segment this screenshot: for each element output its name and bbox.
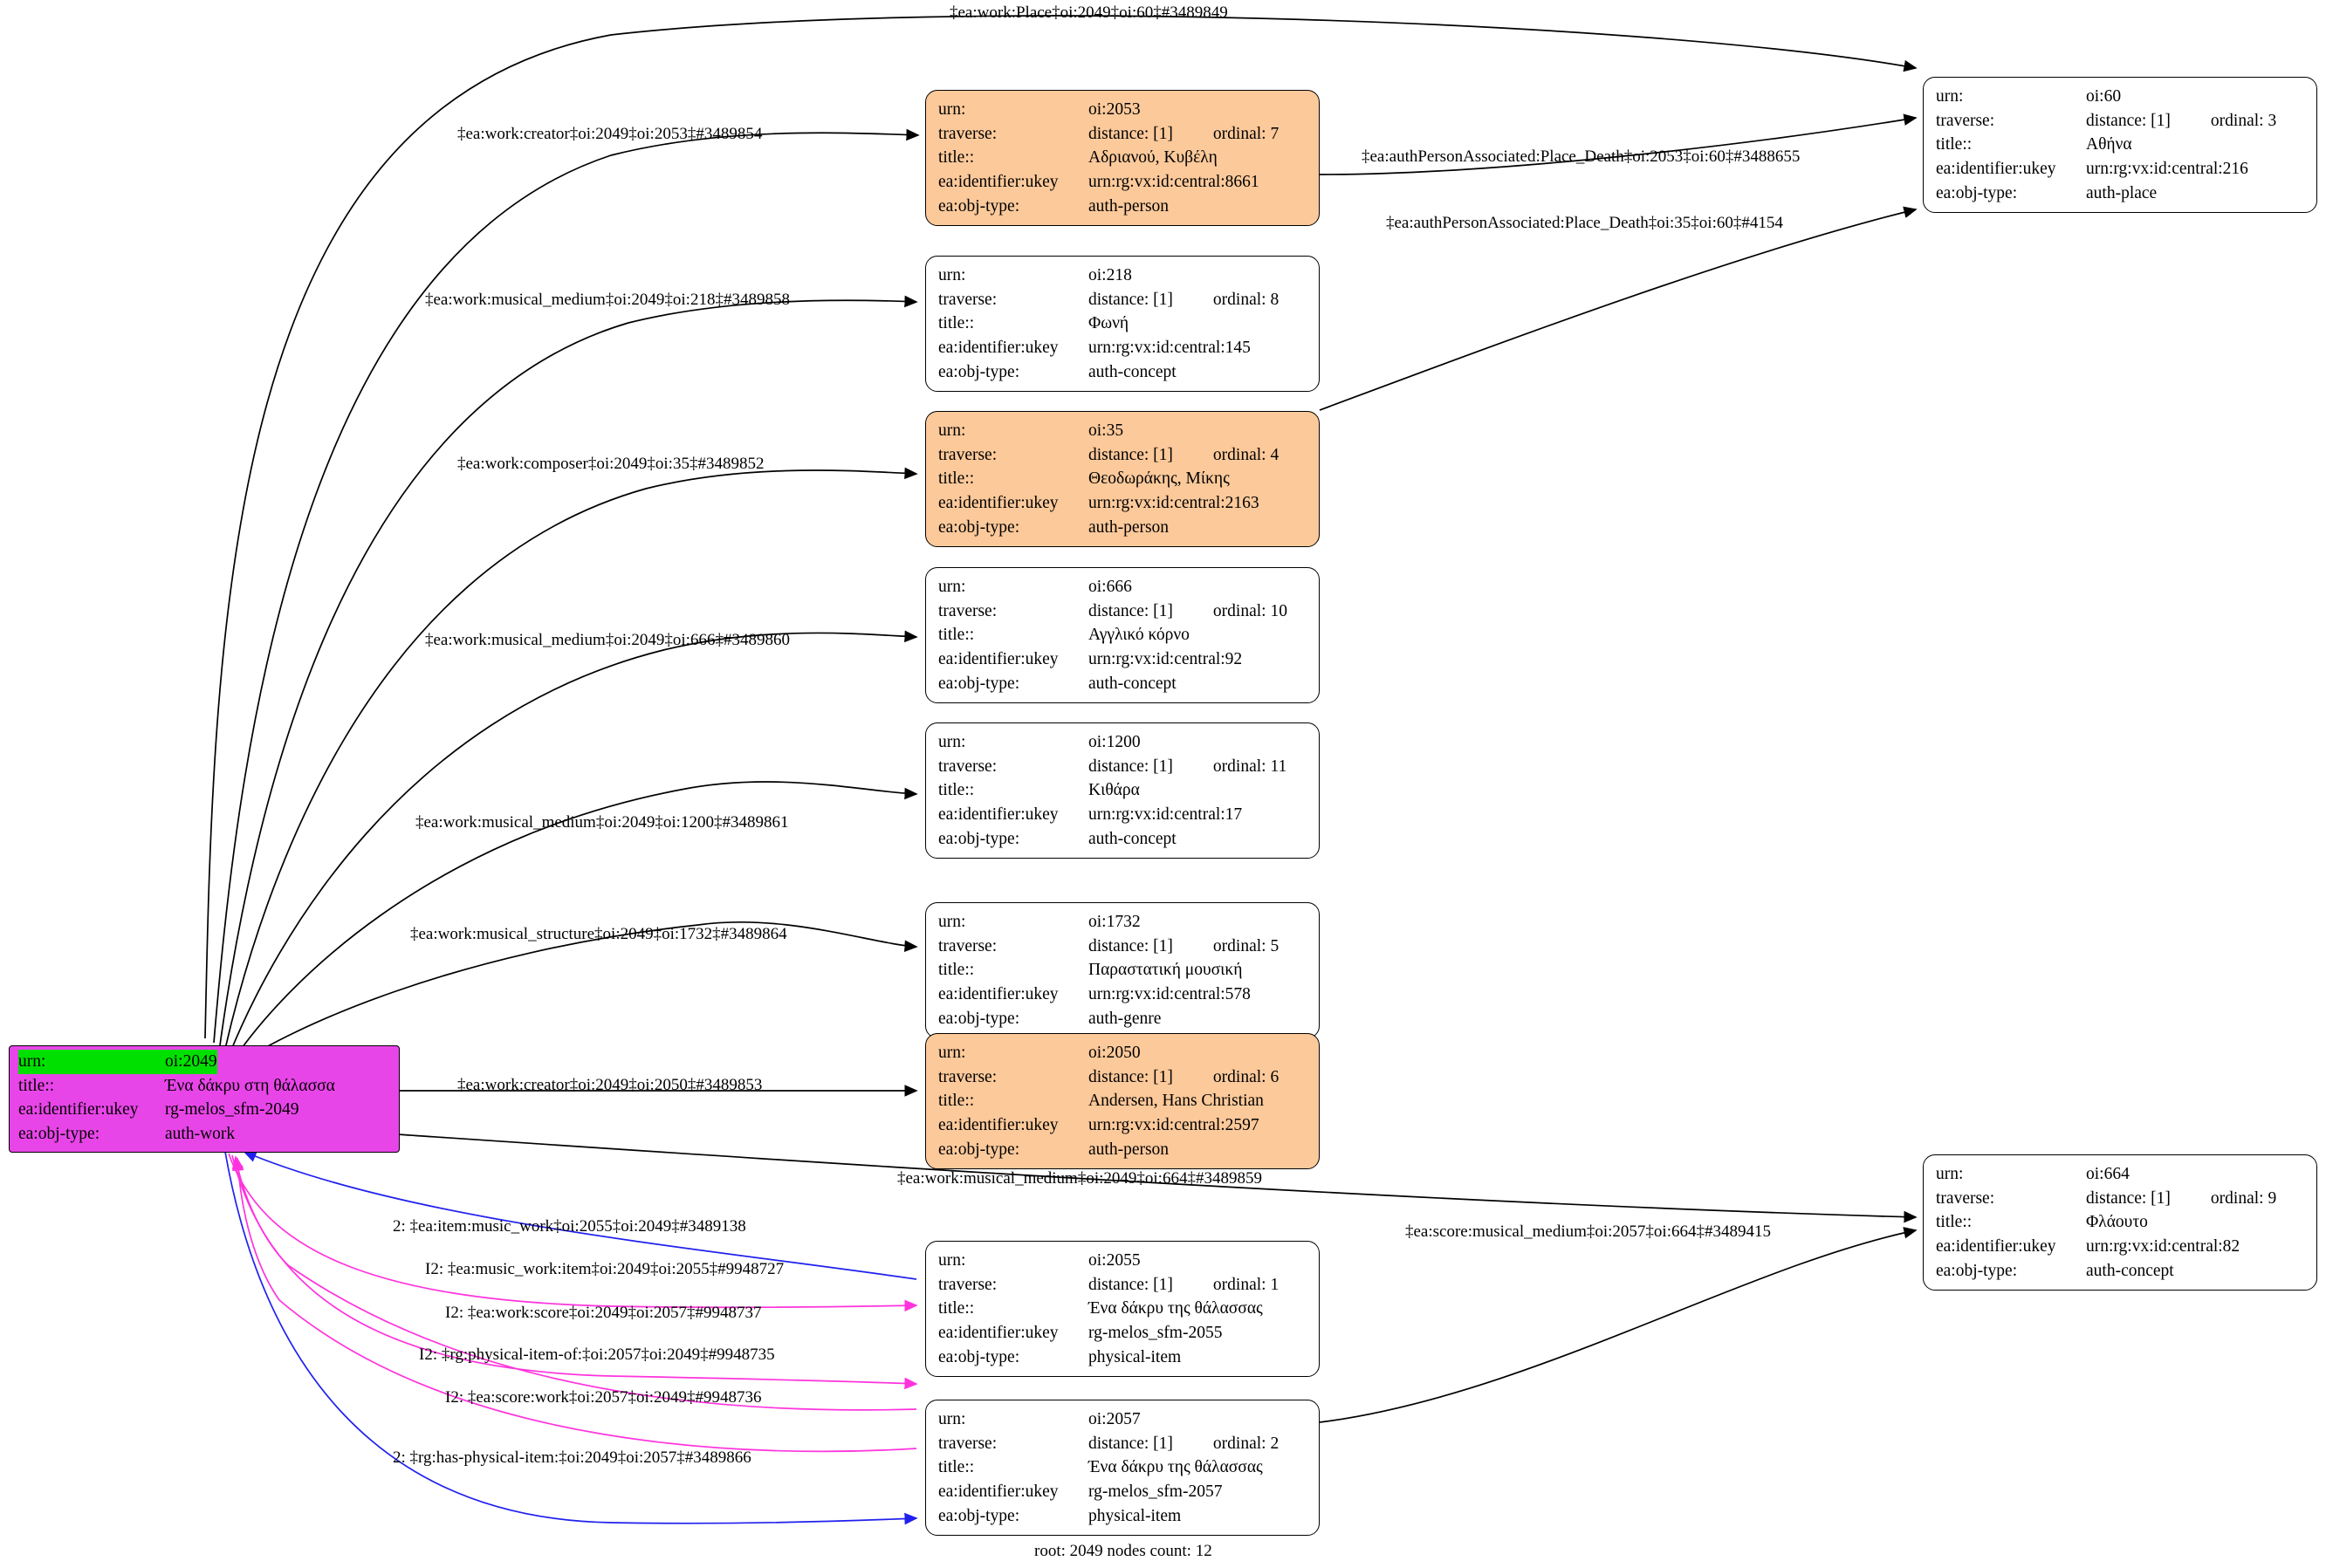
node-row-title (938, 1297, 1307, 1321)
edge-label-work-score: I2: ‡ea:work:score‡oi:2049‡oi:2057‡#9948737 (445, 1304, 762, 1322)
field-label-urn: urn: (938, 733, 966, 751)
node-row-title (938, 467, 1307, 491)
field-label-traverse: traverse: (938, 124, 998, 143)
node-row-title (1936, 1210, 2304, 1235)
field-value-urn: oi:1200 (1088, 733, 1141, 751)
node-row-traverse (938, 599, 1307, 624)
field-value-ukey: urn:rg:vx:id:central:82 (2086, 1237, 2240, 1256)
node-row-ukey (938, 1113, 1307, 1138)
field-label-title: title:: (938, 314, 975, 333)
edge-label-work-composer-35: ‡ea:work:composer‡oi:2049‡oi:35‡#3489852 (457, 455, 765, 473)
node-oi-35[interactable] (925, 411, 1320, 547)
field-value-title: Αγγλικό κόρνο (1088, 626, 1190, 645)
node-row-urn (938, 730, 1307, 755)
node-row-objtype (938, 1345, 1307, 1370)
field-label-urn: urn: (1936, 1165, 1964, 1183)
node-oi-2057[interactable] (925, 1400, 1320, 1536)
field-value-ukey: urn:rg:vx:id:central:145 (1088, 339, 1251, 358)
node-row-ukey (938, 170, 1307, 195)
field-value-traverse: distance: [1] (1088, 1434, 1173, 1453)
field-label-ukey: ea:identifier:ukey (938, 985, 1059, 1004)
field-label-objtype: ea:obj-type: (1936, 1261, 2018, 1280)
field-value-urn: oi:2055 (1088, 1251, 1141, 1270)
node-row-traverse (938, 755, 1307, 779)
field-value-ordinal: ordinal: 9 (2210, 1188, 2277, 1208)
edge-label-work-musical-structure-1732: ‡ea:work:musical_structure‡oi:2049‡oi:1732‡#3489864 (410, 925, 787, 943)
node-row-ukey (938, 1480, 1307, 1504)
node-row-traverse (1936, 1187, 2304, 1211)
field-label-objtype: ea:obj-type: (1936, 183, 2018, 202)
field-value-ordinal: ordinal: 2 (1212, 1434, 1280, 1453)
edge-label-work-creator-2053: ‡ea:work:creator‡oi:2049‡oi:2053‡#3489854 (457, 125, 763, 143)
field-label-objtype: ea:obj-type: (938, 1506, 1020, 1525)
field-value-objtype: auth-place (2086, 183, 2158, 202)
node-row-ukey (938, 491, 1307, 516)
node-row-objtype (938, 672, 1307, 696)
field-label-ukey: ea:identifier:ukey (18, 1100, 139, 1120)
field-value-title: Αθήνα (2086, 135, 2132, 154)
edge-label-work-place: ‡ea:work:Place‡oi:2049‡oi:60‡#3489849 (950, 3, 1228, 22)
field-label-traverse: traverse: (938, 757, 998, 776)
field-value-ukey: rg-melos_sfm-2055 (1088, 1324, 1223, 1343)
field-value-traverse: distance: [1] (1088, 124, 1173, 143)
field-value-ordinal: ordinal: 3 (2210, 111, 2277, 130)
field-value-urn: oi:60 (2086, 87, 2122, 106)
node-row-objtype (938, 827, 1307, 852)
field-value-traverse: distance: [1] (1088, 445, 1173, 464)
field-label-ukey: ea:identifier:ukey (938, 1482, 1059, 1502)
field-label-ukey: ea:identifier:ukey (938, 339, 1059, 358)
edge-label-work-musical-medium-664: ‡ea:work:musical_medium‡oi:2049‡oi:664‡#3489859 (897, 1169, 1262, 1188)
field-value-traverse: distance: [1] (1088, 290, 1173, 309)
edge-label-item-music-work: 2: ‡ea:item:music_work‡oi:2055‡oi:2049‡#3489138 (393, 1217, 746, 1236)
node-row-urn (938, 419, 1307, 443)
edge-label-physical-item-of: I2: ‡rg:physical-item-of:‡oi:2057‡oi:2049‡#9948735 (419, 1345, 775, 1364)
node-row-title (938, 958, 1307, 983)
field-label-title: title:: (18, 1076, 55, 1095)
node-row-traverse (1936, 109, 2304, 134)
field-label-ukey: ea:identifier:ukey (1936, 160, 2056, 179)
node-row-urn (938, 575, 1307, 599)
field-label-urn: urn: (938, 266, 966, 284)
edge-label-work-musical-medium-1200: ‡ea:work:musical_medium‡oi:2049‡oi:1200‡#3489861 (415, 813, 789, 832)
node-oi-1732[interactable] (925, 902, 1320, 1038)
field-value-urn: oi:218 (1088, 266, 1132, 284)
field-value-traverse: distance: [1] (1088, 936, 1173, 955)
field-label-objtype: ea:obj-type: (938, 1140, 1020, 1159)
field-value-urn: oi:2049 (165, 1050, 217, 1074)
field-value-objtype: auth-work (165, 1125, 236, 1144)
field-value-ordinal: ordinal: 8 (1212, 290, 1280, 309)
field-label-objtype: ea:obj-type: (938, 1009, 1020, 1028)
field-value-traverse: distance: [1] (1088, 757, 1173, 776)
node-row-traverse (938, 443, 1307, 468)
field-label-traverse: traverse: (1936, 1188, 1995, 1208)
field-value-urn: oi:35 (1088, 421, 1124, 440)
field-value-title: Ένα δάκρυ στη θάλασσα (165, 1076, 335, 1095)
node-row-ukey (1936, 157, 2304, 181)
field-value-ordinal: ordinal: 6 (1212, 1067, 1280, 1086)
node-oi-60[interactable] (1923, 77, 2317, 213)
field-label-ukey: ea:identifier:ukey (938, 650, 1059, 669)
field-value-ukey: urn:rg:vx:id:central:8661 (1088, 173, 1259, 192)
field-value-ukey: urn:rg:vx:id:central:2163 (1088, 494, 1259, 513)
field-value-title: Φλάουτο (2086, 1213, 2148, 1232)
field-label-urn: urn: (1936, 87, 1964, 106)
field-value-objtype: auth-person (1088, 1140, 1170, 1159)
node-root-oi-2049[interactable] (9, 1045, 400, 1153)
edge-label-has-physical-item: 2: ‡rg:has-physical-item:‡oi:2049‡oi:2057‡#3489866 (393, 1448, 751, 1467)
node-row-urn (1936, 1162, 2304, 1187)
field-value-ukey: urn:rg:vx:id:central:578 (1088, 985, 1251, 1004)
field-label-traverse: traverse: (938, 936, 998, 955)
node-row-objtype (1936, 181, 2304, 206)
node-row-ukey (938, 647, 1307, 672)
node-row-ukey (938, 803, 1307, 827)
field-value-title: Παραστατική μουσική (1088, 961, 1243, 980)
field-label-urn: urn: (938, 913, 966, 931)
node-row-title (938, 623, 1307, 647)
field-label-objtype: ea:obj-type: (938, 1347, 1020, 1366)
field-value-ukey: urn:rg:vx:id:central:216 (2086, 160, 2248, 179)
node-row-title (18, 1074, 390, 1099)
field-value-objtype: auth-genre (1088, 1009, 1162, 1028)
node-row-title (938, 1089, 1307, 1113)
node-oi-2050[interactable] (925, 1033, 1320, 1169)
node-row-ukey (938, 336, 1307, 360)
node-row-urn (1936, 85, 2304, 109)
field-label-urn: urn: (938, 421, 966, 440)
field-value-ukey: urn:rg:vx:id:central:17 (1088, 805, 1243, 825)
field-label-ukey: ea:identifier:ukey (938, 1324, 1059, 1343)
node-row-urn (938, 1041, 1307, 1065)
node-row-urn (938, 910, 1307, 935)
field-label-title: title:: (938, 1299, 975, 1318)
edge-label-work-musical-medium-666: ‡ea:work:musical_medium‡oi:2049‡oi:666‡#3489860 (425, 631, 790, 649)
field-value-ordinal: ordinal: 10 (1212, 601, 1287, 620)
field-label-ukey: ea:identifier:ukey (938, 805, 1059, 825)
field-value-objtype: physical-item (1088, 1506, 1182, 1525)
field-label-urn: urn: (18, 1050, 165, 1074)
graph-caption: root: 2049 nodes count: 12 (1034, 1542, 1212, 1560)
field-value-urn: oi:2053 (1088, 100, 1141, 119)
node-row-urn (938, 98, 1307, 122)
field-value-title: Θεοδωράκης, Μίκης (1088, 469, 1230, 489)
field-label-title: title:: (938, 148, 975, 168)
field-value-urn: oi:2057 (1088, 1410, 1141, 1428)
field-label-traverse: traverse: (1936, 111, 1995, 130)
field-label-title: title:: (938, 469, 975, 489)
field-value-traverse: distance: [1] (1088, 1275, 1173, 1294)
node-row-title (938, 312, 1307, 336)
field-value-objtype: auth-person (1088, 196, 1170, 216)
field-value-objtype: auth-concept (1088, 362, 1177, 381)
field-value-ordinal: ordinal: 1 (1212, 1275, 1280, 1294)
field-label-urn: urn: (938, 100, 966, 119)
field-label-title: title:: (938, 1458, 975, 1477)
node-row-urn (938, 1407, 1307, 1432)
node-row-traverse (938, 1432, 1307, 1456)
node-row-objtype (18, 1122, 390, 1147)
field-label-urn: urn: (938, 1410, 966, 1428)
field-value-ukey: rg-melos_sfm-2057 (1088, 1482, 1223, 1502)
edge-label-person-death-35: ‡ea:authPersonAssociated:Place_Death‡oi:35‡oi:60‡#4154 (1386, 214, 1783, 232)
field-label-urn: urn: (938, 1044, 966, 1062)
field-label-traverse: traverse: (938, 1067, 998, 1086)
field-value-objtype: auth-person (1088, 517, 1170, 537)
node-oi-1200[interactable] (925, 722, 1320, 859)
field-label-title: title:: (938, 1092, 975, 1111)
node-oi-664[interactable] (1923, 1154, 2317, 1291)
field-value-urn: oi:666 (1088, 578, 1132, 596)
field-value-traverse: distance: [1] (1088, 601, 1173, 620)
field-value-ordinal: ordinal: 7 (1212, 124, 1280, 143)
node-row-ukey (18, 1098, 390, 1122)
node-row-ukey (938, 983, 1307, 1007)
edge-label-person-death-2053: ‡ea:authPersonAssociated:Place_Death‡oi:2053‡oi:60‡#3488655 (1362, 147, 1801, 166)
node-row-objtype (938, 1138, 1307, 1162)
field-label-title: title:: (938, 781, 975, 800)
node-row-objtype (938, 516, 1307, 540)
node-row-traverse (938, 122, 1307, 147)
field-value-ordinal: ordinal: 11 (1212, 757, 1287, 776)
field-value-ordinal: ordinal: 5 (1212, 936, 1280, 955)
node-row-urn (18, 1050, 390, 1074)
field-value-title: Andersen, Hans Christian (1088, 1092, 1264, 1111)
field-value-traverse: distance: [1] (2086, 1188, 2171, 1208)
node-row-title (938, 778, 1307, 803)
field-value-objtype: auth-concept (2086, 1261, 2174, 1280)
field-label-objtype: ea:obj-type: (938, 829, 1020, 848)
field-label-traverse: traverse: (938, 445, 998, 464)
node-row-urn (938, 1249, 1307, 1273)
field-value-title: Ένα δάκρυ της θάλασσας (1088, 1299, 1263, 1318)
field-label-title: title:: (1936, 135, 1973, 154)
node-row-objtype (938, 1007, 1307, 1031)
field-label-objtype: ea:obj-type: (18, 1125, 100, 1144)
edge-label-music-work-item: I2: ‡ea:music_work:item‡oi:2049‡oi:2055‡#9948727 (425, 1260, 785, 1278)
node-row-objtype (1936, 1259, 2304, 1284)
edge-label-score-work: I2: ‡ea:score:work‡oi:2057‡oi:2049‡#9948736 (445, 1388, 762, 1407)
node-row-traverse (938, 288, 1307, 312)
field-value-urn: oi:1732 (1088, 913, 1141, 931)
field-value-ukey: urn:rg:vx:id:central:92 (1088, 650, 1243, 669)
edge-label-score-musical-medium-664: ‡ea:score:musical_medium‡oi:2057‡oi:664‡#3489415 (1405, 1222, 1771, 1241)
field-label-objtype: ea:obj-type: (938, 517, 1020, 537)
node-oi-2053[interactable] (925, 90, 1320, 226)
node-row-ukey (1936, 1235, 2304, 1259)
field-label-title: title:: (938, 626, 975, 645)
field-label-urn: urn: (938, 578, 966, 596)
field-value-ukey: rg-melos_sfm-2049 (165, 1100, 299, 1120)
node-row-ukey (938, 1321, 1307, 1345)
field-value-title: Αδριανού, Κυβέλη (1088, 148, 1218, 168)
node-row-title (938, 146, 1307, 170)
node-row-traverse (938, 1273, 1307, 1298)
node-row-traverse (938, 935, 1307, 959)
node-row-urn (938, 264, 1307, 288)
field-label-ukey: ea:identifier:ukey (1936, 1237, 2056, 1256)
field-value-urn: oi:2050 (1088, 1044, 1141, 1062)
field-label-objtype: ea:obj-type: (938, 674, 1020, 693)
field-value-traverse: distance: [1] (2086, 111, 2171, 130)
field-label-traverse: traverse: (938, 1275, 998, 1294)
field-value-ukey: urn:rg:vx:id:central:2597 (1088, 1116, 1259, 1135)
node-row-objtype (938, 360, 1307, 385)
field-value-title: Φωνή (1088, 314, 1129, 333)
node-row-objtype (938, 195, 1307, 219)
node-oi-218[interactable] (925, 256, 1320, 392)
field-label-ukey: ea:identifier:ukey (938, 494, 1059, 513)
field-value-title: Κιθάρα (1088, 781, 1140, 800)
field-label-traverse: traverse: (938, 601, 998, 620)
field-value-ordinal: ordinal: 4 (1212, 445, 1280, 464)
field-value-objtype: auth-concept (1088, 674, 1177, 693)
field-label-objtype: ea:obj-type: (938, 196, 1020, 216)
field-label-traverse: traverse: (938, 1434, 998, 1453)
edge-label-work-musical-medium-218: ‡ea:work:musical_medium‡oi:2049‡oi:218‡#3489858 (425, 291, 790, 309)
node-row-traverse (938, 1065, 1307, 1090)
edge-label-work-creator-2050: ‡ea:work:creator‡oi:2049‡oi:2050‡#3489853 (457, 1076, 763, 1094)
field-value-title: Ένα δάκρυ της θάλασσας (1088, 1458, 1263, 1477)
field-label-ukey: ea:identifier:ukey (938, 173, 1059, 192)
field-label-urn: urn: (938, 1251, 966, 1270)
field-label-ukey: ea:identifier:ukey (938, 1116, 1059, 1135)
node-row-title (1936, 133, 2304, 157)
node-oi-2055[interactable] (925, 1241, 1320, 1377)
field-label-traverse: traverse: (938, 290, 998, 309)
field-label-objtype: ea:obj-type: (938, 362, 1020, 381)
node-row-objtype (938, 1504, 1307, 1529)
field-value-objtype: auth-concept (1088, 829, 1177, 848)
field-label-title: title:: (1936, 1213, 1973, 1232)
field-label-title: title:: (938, 961, 975, 980)
field-value-urn: oi:664 (2086, 1165, 2130, 1183)
node-row-title (938, 1455, 1307, 1480)
field-value-traverse: distance: [1] (1088, 1067, 1173, 1086)
field-value-objtype: physical-item (1088, 1347, 1182, 1366)
node-oi-666[interactable] (925, 567, 1320, 703)
